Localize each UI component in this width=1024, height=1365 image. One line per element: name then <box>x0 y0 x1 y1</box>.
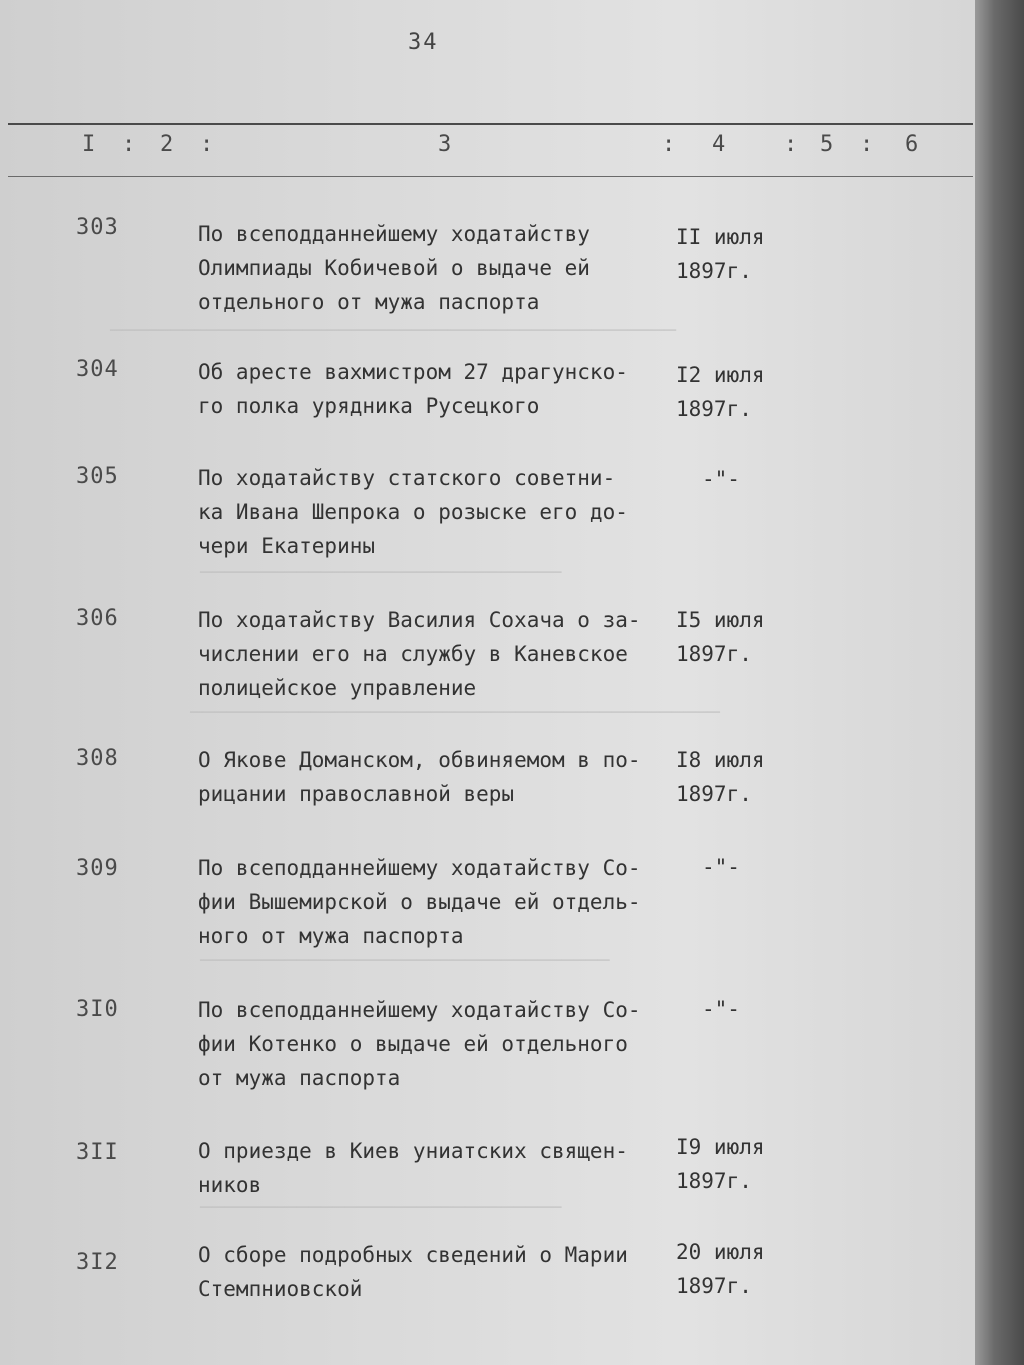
column-header-5: 5 <box>820 132 834 157</box>
bleed-through-text: ────────────────────────────── <box>200 1195 562 1219</box>
page-number: 34 <box>408 30 439 55</box>
entry-number: 3I0 <box>76 997 119 1022</box>
column-header-6: 6 <box>905 132 919 157</box>
entry-date: II июля 1897г. <box>676 225 765 283</box>
entry-number: 305 <box>76 464 119 489</box>
entry-number: 304 <box>76 357 119 382</box>
column-separator: : <box>860 132 874 157</box>
entry-title: О сборе подробных сведений о Марии Стемпниовской <box>198 1243 628 1301</box>
column-header-4: 4 <box>712 132 726 157</box>
entry-title: По всеподданнейшему ходатайству Со- фии Котенко о выдаче ей отдельного от мужа паспорта <box>198 998 641 1090</box>
entry-title: По всеподданнейшему ходатайству Олимпиады Кобичевой о выдаче ей отдельного от мужа паспорта <box>198 222 590 314</box>
entry-number: 3I2 <box>76 1250 119 1275</box>
column-separator: : <box>662 132 676 157</box>
entry-title: По ходатайству статского советни- ка Ивана Шепрока о розыске его до- чери Екатерины <box>198 466 628 558</box>
entry-date: I9 июля 1897г. <box>676 1135 765 1193</box>
entry-title: По всеподданнейшему ходатайству Со- фии Вышемирской о выдаче ей отдель- ного от мужа паспорта <box>198 856 641 948</box>
entry-title: О Якове Доманском, обвиняемом в по- рицании православной веры <box>198 748 641 806</box>
column-header-3: 3 <box>438 132 452 157</box>
column-separator: : <box>200 132 214 157</box>
bleed-through-text: ────────────────────────────────── <box>200 948 610 972</box>
entry-title: По ходатайству Василия Сохача о за- числении его на службу в Каневское полицейское управление <box>198 608 641 700</box>
entry-title: Об аресте вахмистром 27 драгунско- го полка урядника Русецкого <box>198 360 628 418</box>
entry-number: 309 <box>76 856 119 881</box>
entry-number: 306 <box>76 606 119 631</box>
entry-date: -"- <box>702 997 740 1021</box>
bleed-through-text: ────────────────────────────── <box>200 560 562 584</box>
header-top-rule <box>8 123 973 125</box>
column-separator: : <box>122 132 136 157</box>
entry-date: I8 июля 1897г. <box>676 748 765 806</box>
background-surface <box>975 0 1024 1365</box>
entry-number: 3II <box>76 1140 119 1165</box>
entry-date: I2 июля 1897г. <box>676 363 765 421</box>
bleed-through-text: ─────────────────────────────────────────────── <box>110 318 676 342</box>
column-header-2: 2 <box>160 132 174 157</box>
entry-date: I5 июля 1897г. <box>676 608 765 666</box>
entry-title: О приезде в Киев униатских священ- ников <box>198 1139 628 1197</box>
entry-number: 308 <box>76 746 119 771</box>
header-bottom-rule <box>8 176 973 177</box>
bleed-through-text: ──────────────────────────────────────────── <box>190 700 720 724</box>
entry-number: 303 <box>76 215 119 240</box>
entry-date: -"- <box>702 467 740 491</box>
entry-date: 20 июля 1897г. <box>676 1240 765 1298</box>
column-header-1: I <box>82 132 96 157</box>
entry-date: -"- <box>702 855 740 879</box>
column-separator: : <box>784 132 798 157</box>
